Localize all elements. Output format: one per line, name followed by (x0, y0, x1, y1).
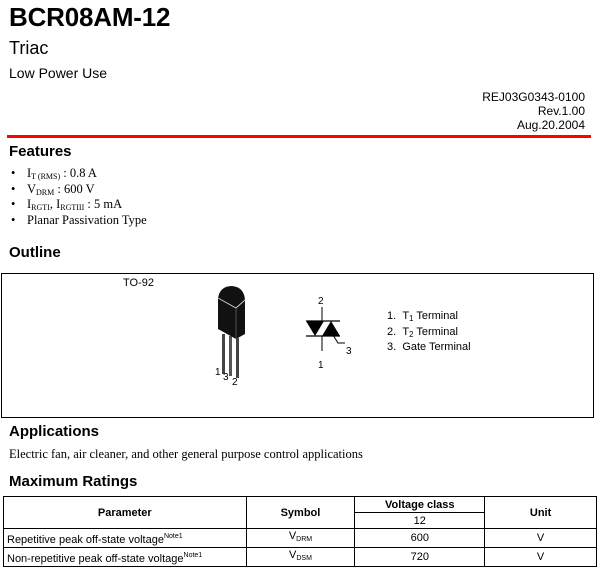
terminal-subscript: 2 (409, 329, 414, 339)
table-row (4, 548, 597, 567)
header-symbol: Symbol (246, 497, 355, 529)
document-info (482, 90, 585, 132)
symbol-pin-1: 1 (318, 360, 324, 371)
revision: Rev.1.00 (537, 104, 585, 118)
doc-number: REJ03G0343-0100 (482, 90, 585, 104)
date: Aug.20.2004 (516, 118, 585, 132)
package-pin-2: 2 (232, 377, 238, 388)
package-label: TO-92 (123, 277, 154, 289)
terminal-name: Gate Terminal (402, 341, 471, 353)
outline-box (1, 273, 594, 418)
symbol-pin-3: 3 (346, 346, 352, 357)
feature-value: : 600 V (54, 181, 95, 196)
header-divider (7, 135, 591, 138)
cell-unit: V (485, 529, 597, 548)
terminal-subscript: 1 (409, 314, 414, 323)
symbol-pin-2: 2 (318, 296, 324, 307)
bullet-icon: • (11, 181, 16, 196)
terminal-number: 2. (387, 325, 397, 338)
feature-symbol: I (27, 166, 32, 180)
terminal-suffix: Terminal (413, 310, 458, 322)
feature-symbol: , I (49, 197, 61, 211)
note-ref: Note1 (183, 551, 203, 559)
feature-value: : 5 mA (84, 197, 123, 211)
feature-item (11, 197, 147, 213)
symbol-sub: DRM (296, 536, 313, 543)
applications-heading: Applications (9, 423, 100, 440)
parameter-text: Repetitive peak off-state voltage (7, 533, 164, 546)
table-row (4, 529, 597, 548)
feature-subscript: T (RMS) (31, 172, 61, 181)
outline-heading: Outline (9, 244, 61, 261)
bullet-icon: • (11, 197, 16, 211)
note-ref: Note1 (163, 532, 183, 540)
part-number-title: BCR08AM-12 (9, 2, 171, 32)
cell-symbol (246, 548, 355, 567)
package-pin-3: 3 (223, 372, 229, 383)
feature-value: : 0.8 A (60, 166, 97, 180)
feature-text: Planar Passivation Type (27, 212, 147, 227)
bullet-icon: • (11, 166, 16, 180)
terminal-item (387, 310, 471, 326)
symbol-main: V (289, 549, 297, 561)
terminal-number: 1. (387, 310, 397, 322)
cell-symbol (246, 529, 355, 548)
cell-value: 600 (355, 529, 485, 548)
cell-value: 720 (355, 548, 485, 567)
symbol-main: V (288, 530, 297, 542)
feature-subscript: RGTI (31, 203, 50, 212)
symbol-sub: DSM (296, 555, 312, 562)
cell-parameter (4, 548, 247, 567)
header-voltage-class-value: 12 (355, 513, 485, 529)
features-heading: Features (9, 143, 72, 160)
terminal-number: 3. (387, 341, 397, 353)
cell-unit: V (485, 548, 597, 567)
max-ratings-table (3, 496, 597, 567)
terminal-suffix: Terminal (413, 325, 458, 338)
applications-text: Electric fan, air cleaner, and other general purpose control applications (9, 447, 363, 461)
max-ratings-heading: Maximum Ratings (9, 473, 138, 490)
feature-item (11, 166, 147, 182)
package-pin-1: 1 (215, 367, 221, 378)
bullet-icon: • (11, 212, 16, 227)
header-parameter: Parameter (4, 497, 247, 529)
feature-item (11, 182, 147, 198)
features-list (11, 166, 147, 228)
feature-symbol: I (27, 197, 32, 211)
device-description: Low Power Use (9, 65, 108, 81)
terminal-item (387, 326, 471, 342)
terminal-list (387, 310, 471, 355)
header-voltage-class: Voltage class (355, 497, 485, 513)
terminal-name: T (402, 325, 410, 338)
parameter-text: Non-repetitive peak off-state voltage (7, 552, 184, 565)
cell-parameter (4, 529, 247, 548)
terminal-name: T (402, 310, 410, 322)
feature-subscript: DRM (36, 187, 55, 197)
terminal-item (387, 341, 471, 355)
feature-subscript: RGTIII (60, 203, 85, 212)
feature-symbol: V (27, 181, 37, 196)
device-type: Triac (9, 38, 49, 58)
feature-item (11, 213, 147, 229)
header-unit: Unit (485, 497, 597, 529)
